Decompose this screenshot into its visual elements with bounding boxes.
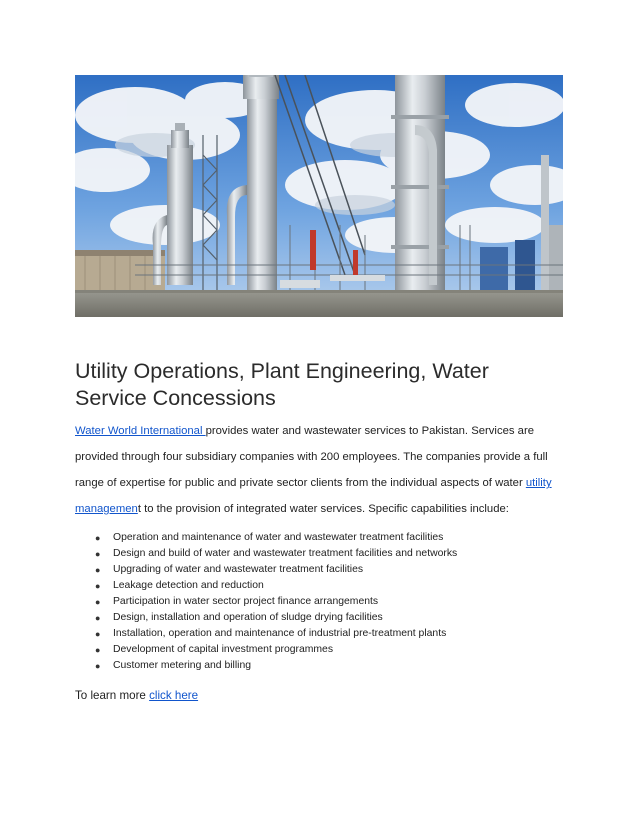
company-link[interactable]: Water World International — [75, 425, 206, 437]
intro-line-4-text: t to the provision of integrated water services. Specific capabilities include: — [137, 503, 509, 515]
click-here-link[interactable]: click here — [149, 689, 199, 702]
page-title: Utility Operations, Plant Engineering, Water Service Concessions — [75, 359, 489, 410]
utility-management-link-part-2[interactable]: managemen — [75, 503, 138, 515]
intro-line-3-text: range of expertise for public and private sector clients from the individual aspects of water — [75, 477, 526, 489]
bullet-icon: ● — [95, 565, 101, 575]
list-item-text: Customer metering and billing — [113, 660, 252, 671]
intro-paragraph — [75, 418, 565, 522]
bullet-icon: ● — [95, 629, 101, 639]
bullet-icon: ● — [95, 549, 101, 559]
intro-line-4 — [75, 496, 565, 522]
plant-illustration — [75, 75, 563, 317]
utility-management-link-part-1[interactable]: utility — [525, 477, 552, 489]
list-item — [95, 594, 565, 610]
intro-line-2: provided through four subsidiary companies with 200 employees. The companies provide a full — [75, 451, 548, 463]
list-item-text: Installation, operation and maintenance of industrial pre-treatment plants — [113, 628, 447, 639]
list-item-text: Design, installation and operation of sludge drying facilities — [113, 612, 383, 623]
list-item — [95, 546, 565, 562]
list-item — [95, 530, 565, 546]
intro-line-1-text: provides water and wastewater services to Pakistan. Services are — [205, 425, 534, 437]
capabilities-list — [95, 530, 565, 674]
learn-more-text: To learn more — [75, 689, 150, 702]
list-item-text: Design and build of water and wastewater treatment facilities and networks — [113, 548, 458, 559]
bullet-icon: ● — [95, 661, 101, 671]
list-item — [95, 642, 565, 658]
intro-line-1 — [75, 418, 565, 444]
list-item-text: Development of capital investment programmes — [113, 644, 334, 655]
learn-more-line — [75, 688, 198, 704]
bullet-icon: ● — [95, 597, 101, 607]
bullet-icon: ● — [95, 613, 101, 623]
list-item-text: Leakage detection and reduction — [113, 580, 264, 591]
list-item — [95, 562, 565, 578]
list-item — [95, 626, 565, 642]
water-plant-photo — [75, 75, 563, 317]
list-item-text: Operation and maintenance of water and wastewater treatment facilities — [113, 532, 444, 543]
list-item — [95, 610, 565, 626]
list-item — [95, 578, 565, 594]
bullet-icon: ● — [95, 581, 101, 591]
intro-line-3 — [75, 470, 565, 496]
list-item-text: Participation in water sector project finance arrangements — [113, 596, 379, 607]
bullet-icon: ● — [95, 533, 101, 543]
bullet-icon: ● — [95, 645, 101, 655]
list-item-text: Upgrading of water and wastewater treatment facilities — [113, 564, 364, 575]
list-item — [95, 658, 565, 674]
